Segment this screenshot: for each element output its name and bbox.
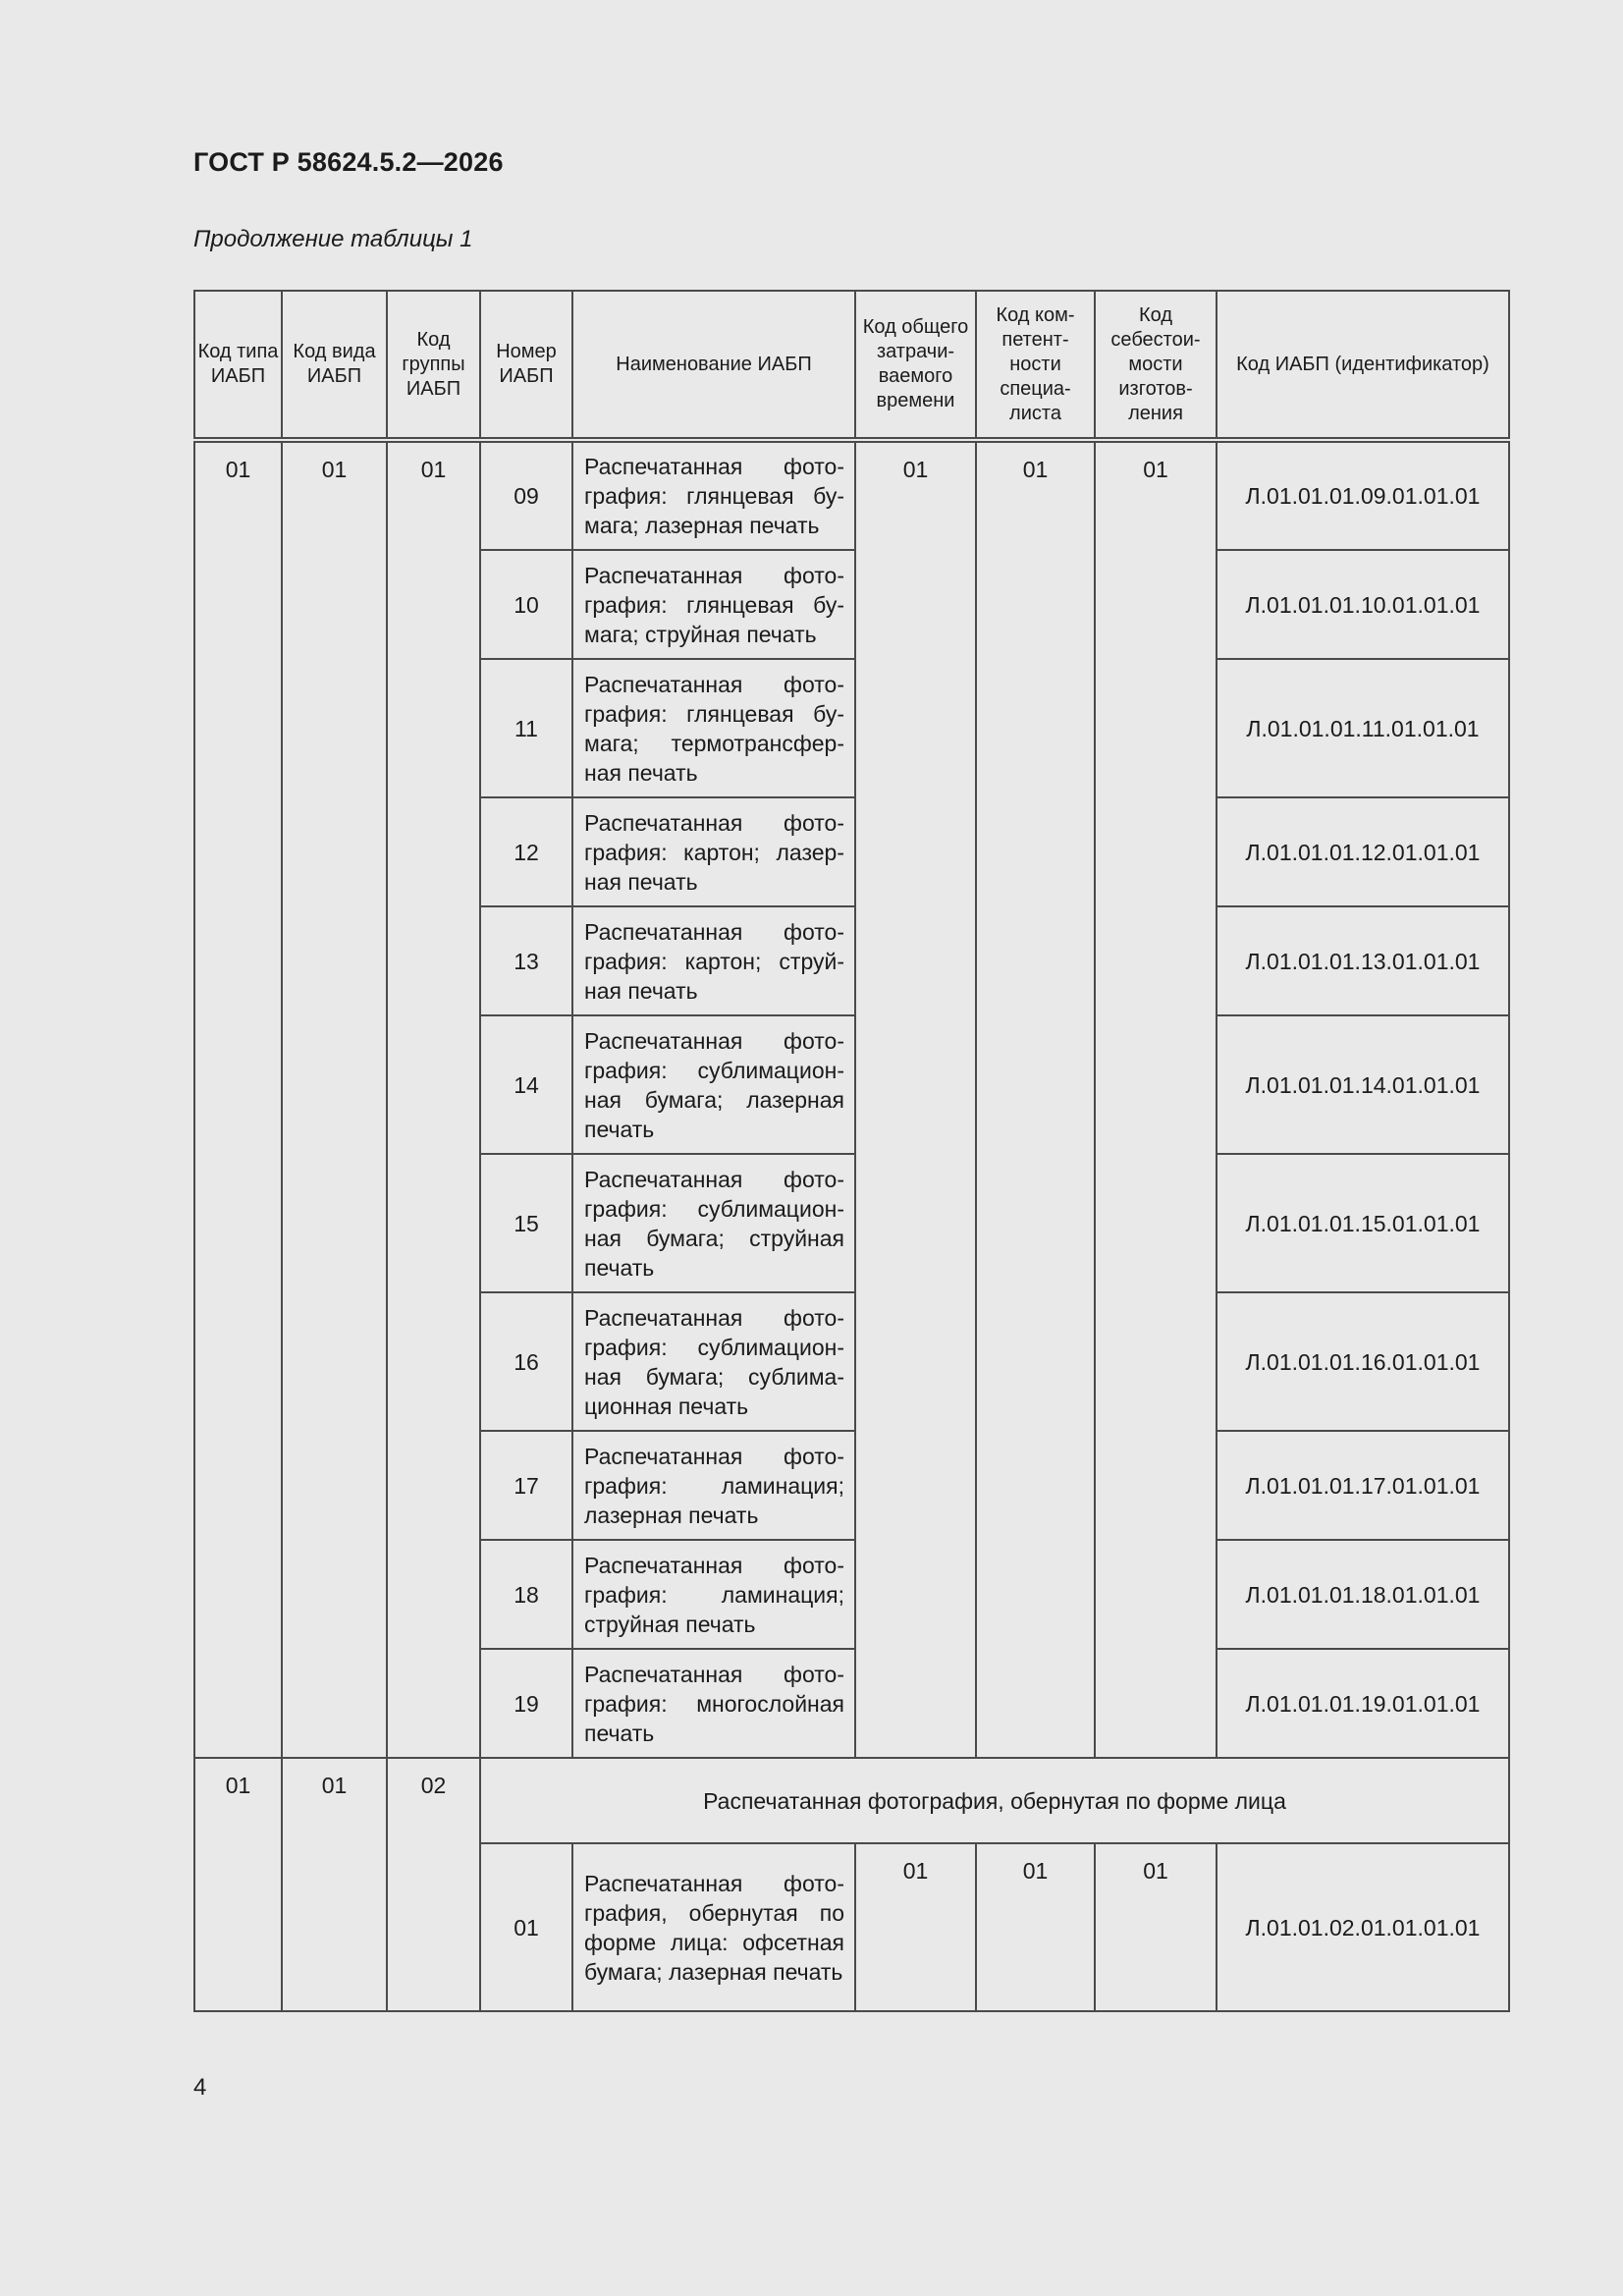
cost-code-cell: 01 [1095,1843,1217,2011]
group-title-row [194,1758,1509,1843]
id-code-cell: Л.01.01.01.15.01.01.01 [1217,1154,1509,1292]
column-header-group-code: Код группы ИАБП [387,291,480,440]
name-cell: Распечатанная фотография: глянцевая бумага; лазерная печать [572,440,855,550]
cost-code-cell: 01 [1095,440,1217,1758]
table-header-row [194,291,1509,440]
id-code-cell: Л.01.01.01.14.01.01.01 [1217,1015,1509,1154]
column-header-id-code: Код ИАБП (идентификатор) [1217,291,1509,440]
column-header-name: Наименование ИАБП [572,291,855,440]
type-code-cell: 01 [194,1758,282,2011]
table-caption: Продолжение таблицы 1 [193,226,473,252]
id-code-cell: Л.01.01.01.19.01.01.01 [1217,1649,1509,1758]
time-code-cell: 01 [855,1843,976,2011]
number-cell: 12 [480,797,572,906]
name-cell: Распечатанная фотография: сублимационная бумага; струйная печать [572,1154,855,1292]
id-code-cell: Л.01.01.01.11.01.01.01 [1217,659,1509,797]
column-header-cost-code: Код себестои- мости изготов- ления [1095,291,1217,440]
number-cell: 09 [480,440,572,550]
codes-table [193,290,1510,2012]
id-code-cell: Л.01.01.01.09.01.01.01 [1217,440,1509,550]
name-cell: Распечатанная фотография: картон; струйная печать [572,906,855,1015]
page-number: 4 [193,2074,207,2101]
name-cell: Распечатанная фотография: ламинация; лазерная печать [572,1431,855,1540]
name-cell: Распечатанная фотография, обернутая по форме лица: офсетная бумага; лазерная печать [572,1843,855,2011]
number-cell: 16 [480,1292,572,1431]
column-header-time-code: Код общего затрачи- ваемого времени [855,291,976,440]
number-cell: 13 [480,906,572,1015]
id-code-cell: Л.01.01.01.17.01.01.01 [1217,1431,1509,1540]
group-title-cell: Распечатанная фотография, обернутая по форме лица [480,1758,1509,1843]
table-row [194,440,1509,550]
name-cell: Распечатанная фотография: сублимационная бумага; лазерная печать [572,1015,855,1154]
group-code-cell: 02 [387,1758,480,2011]
id-code-cell: Л.01.01.02.01.01.01.01 [1217,1843,1509,2011]
number-cell: 18 [480,1540,572,1649]
id-code-cell: Л.01.01.01.12.01.01.01 [1217,797,1509,906]
type-code-cell: 01 [194,440,282,1758]
kind-code-cell: 01 [282,1758,387,2011]
name-cell: Распечатанная фотография: картон; лазерная печать [572,797,855,906]
name-cell: Распечатанная фотография: многослойная печать [572,1649,855,1758]
name-cell: Распечатанная фотография: сублимационная бумага; сублимационная печать [572,1292,855,1431]
document-title: ГОСТ Р 58624.5.2—2026 [193,147,504,177]
id-code-cell: Л.01.01.01.13.01.01.01 [1217,906,1509,1015]
name-cell: Распечатанная фотография: глянцевая бумага; термотрансферная печать [572,659,855,797]
column-header-kind-code: Код вида ИАБП [282,291,387,440]
number-cell: 17 [480,1431,572,1540]
number-cell: 10 [480,550,572,659]
column-header-competence-code: Код ком- петент- ности специа- листа [976,291,1095,440]
column-header-type-code: Код типа ИАБП [194,291,282,440]
number-cell: 14 [480,1015,572,1154]
id-code-cell: Л.01.01.01.10.01.01.01 [1217,550,1509,659]
competence-code-cell: 01 [976,440,1095,1758]
id-code-cell: Л.01.01.01.18.01.01.01 [1217,1540,1509,1649]
time-code-cell: 01 [855,440,976,1758]
number-cell: 11 [480,659,572,797]
name-cell: Распечатанная фотография: ламинация; струйная печать [572,1540,855,1649]
number-cell: 15 [480,1154,572,1292]
name-cell: Распечатанная фотография: глянцевая бумага; струйная печать [572,550,855,659]
kind-code-cell: 01 [282,440,387,1758]
competence-code-cell: 01 [976,1843,1095,2011]
id-code-cell: Л.01.01.01.16.01.01.01 [1217,1292,1509,1431]
group-code-cell: 01 [387,440,480,1758]
number-cell: 19 [480,1649,572,1758]
number-cell: 01 [480,1843,572,2011]
column-header-number: Номер ИАБП [480,291,572,440]
